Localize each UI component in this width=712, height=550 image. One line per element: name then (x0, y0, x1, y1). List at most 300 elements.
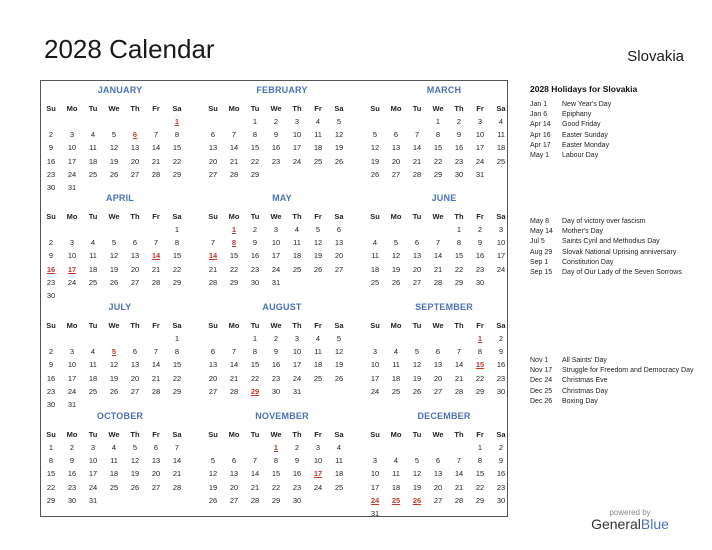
calendar-date: 25 (391, 386, 401, 396)
page-title: 2028 Calendar (44, 34, 215, 64)
calendar-date: 8 (456, 238, 462, 248)
calendar-date: 5 (414, 347, 420, 357)
weekday-header: Th (292, 104, 302, 113)
calendar-date: 10 (67, 251, 77, 261)
calendar-date: 28 (151, 277, 161, 287)
weekday-header: Mo (66, 104, 78, 113)
holiday-date-label: Apr 16 (530, 131, 551, 139)
calendar-date: 20 (151, 469, 161, 479)
calendar-date: 23 (67, 482, 77, 492)
holiday-row (530, 100, 700, 110)
calendar-date: 3 (372, 456, 378, 466)
calendar-date: 11 (392, 469, 400, 479)
holiday-name: Christmas Eve (562, 377, 608, 385)
calendar-date: 8 (435, 130, 441, 140)
calendar-date: 11 (89, 360, 97, 370)
calendar-date: 10 (88, 456, 98, 466)
calendar-date: 16 (292, 469, 302, 479)
country-name: Slovakia (627, 48, 684, 65)
weekday-header: Sa (496, 104, 506, 113)
weekday-header: Mo (228, 430, 240, 439)
calendar-date: 22 (172, 156, 182, 166)
calendar-date: 7 (153, 347, 159, 357)
calendar-date: 3 (294, 334, 300, 343)
calendar-date: 10 (370, 469, 380, 479)
calendar-date: 9 (252, 238, 258, 248)
month-november (207, 411, 357, 517)
weekday-header: We (270, 212, 282, 221)
calendar-date: 30 (475, 277, 485, 287)
calendar-date: 7 (210, 238, 216, 248)
brand-general-text: General (591, 516, 641, 532)
calendar-date: 21 (412, 156, 422, 166)
holiday-date-label: Dec 26 (530, 397, 553, 405)
weekday-header: Fr (152, 321, 160, 330)
calendar-date: 9 (498, 347, 504, 357)
calendar-date: 10 (496, 238, 506, 248)
month-title: FEBRUARY (256, 85, 308, 95)
calendar-date: 26 (412, 386, 422, 396)
calendar-date: 31 (475, 169, 485, 179)
calendar-date: 1 (48, 443, 54, 452)
calendar-date: 24 (496, 264, 506, 274)
holiday-date: 1 (477, 334, 483, 343)
holiday-name: Boxing Day (562, 397, 598, 405)
calendar-date: 27 (208, 386, 218, 396)
calendar-date: 13 (433, 469, 443, 479)
calendar-date: 22 (172, 373, 182, 383)
calendar-date: 1 (174, 334, 180, 343)
weekday-header: Su (370, 430, 380, 439)
generalblue-logo (580, 516, 680, 532)
calendar-date: 7 (414, 130, 420, 140)
calendar-date: 5 (111, 130, 117, 140)
weekday-header: Sa (172, 104, 182, 113)
holiday-date: 1 (231, 225, 237, 234)
calendar-date: 6 (210, 347, 216, 357)
holiday-date-label: Aug 29 (530, 248, 553, 256)
calendar-date: 4 (315, 334, 321, 343)
calendar-date: 28 (454, 386, 464, 396)
calendar-date: 19 (208, 482, 218, 492)
weekday-header: Th (292, 321, 302, 330)
calendar-date: 21 (172, 469, 182, 479)
calendar-date: 14 (229, 360, 239, 370)
month-title: DECEMBER (417, 411, 471, 421)
calendar-date: 25 (88, 277, 98, 287)
calendar-date: 15 (271, 469, 281, 479)
calendar-date: 13 (391, 143, 401, 153)
month-march (369, 85, 519, 191)
weekday-header: Tu (88, 430, 98, 439)
calendar-date: 15 (172, 251, 182, 261)
calendar-date: 14 (229, 143, 239, 153)
calendar-date: 24 (370, 386, 380, 396)
calendar-date: 28 (433, 277, 443, 287)
calendar-date: 3 (90, 443, 96, 452)
calendar-date: 30 (496, 386, 506, 396)
calendar-date: 5 (393, 238, 399, 248)
calendar-date: 6 (435, 347, 441, 357)
holiday-name: Labour Day (562, 152, 599, 160)
calendar-date: 13 (433, 360, 443, 370)
calendar-date: 23 (46, 386, 56, 396)
weekday-header: We (108, 212, 120, 221)
calendar-date: 29 (475, 386, 485, 396)
calendar-date: 14 (250, 469, 260, 479)
holiday-date-label: May 1 (530, 152, 550, 160)
calendar-date: 27 (412, 277, 422, 287)
calendar-date: 20 (433, 373, 443, 383)
calendar-date: 30 (496, 495, 506, 505)
calendar-date: 29 (250, 169, 260, 179)
weekday-header: Th (454, 212, 464, 221)
calendar-date: 6 (414, 238, 420, 248)
calendar-date: 29 (172, 169, 182, 179)
holiday-date: 15 (475, 360, 485, 370)
calendar-grid (40, 80, 508, 517)
month-title: JULY (108, 302, 132, 312)
weekday-header: Sa (172, 430, 182, 439)
holiday-date: 14 (208, 251, 218, 261)
calendar-date: 20 (208, 156, 218, 166)
calendar-date: 18 (391, 482, 401, 492)
calendar-date: 9 (69, 456, 75, 466)
weekday-header: Tu (412, 212, 422, 221)
calendar-date: 10 (370, 360, 380, 370)
calendar-date: 10 (271, 238, 281, 248)
calendar-date: 12 (208, 469, 218, 479)
holiday-row (530, 120, 700, 130)
calendar-date: 11 (89, 251, 97, 261)
calendar-date: 11 (314, 130, 322, 140)
weekday-header: Fr (476, 430, 484, 439)
calendar-date: 7 (252, 456, 258, 466)
month-october (45, 411, 195, 517)
calendar-date: 26 (370, 169, 380, 179)
month-title: MAY (272, 193, 292, 203)
calendar-date: 13 (130, 360, 140, 370)
calendar-date: 29 (172, 277, 182, 287)
calendar-date: 3 (372, 347, 378, 357)
month-december (369, 411, 519, 517)
weekday-header: Tu (412, 430, 422, 439)
calendar-date: 15 (454, 251, 464, 261)
calendar-date: 14 (412, 143, 422, 153)
calendar-date: 12 (109, 251, 119, 261)
holiday-name: Christmas Day (562, 387, 608, 395)
calendar-date: 28 (151, 169, 161, 179)
weekday-header: Tu (412, 104, 422, 113)
weekday-header: Mo (390, 104, 402, 113)
calendar-date: 29 (433, 169, 443, 179)
weekday-header: Mo (228, 212, 240, 221)
calendar-date: 11 (371, 251, 379, 261)
calendar-date: 16 (454, 143, 464, 153)
calendar-date: 22 (475, 482, 485, 492)
calendar-date: 22 (271, 482, 281, 492)
calendar-date: 21 (208, 264, 218, 274)
calendar-date: 28 (229, 386, 239, 396)
holiday-date-label: Jan 1 (530, 101, 548, 108)
calendar-date: 21 (433, 264, 443, 274)
calendar-date: 23 (496, 373, 506, 383)
calendar-date: 28 (454, 495, 464, 505)
calendar-date: 15 (172, 143, 182, 153)
holiday-date: 1 (174, 117, 180, 126)
calendar-date: 4 (90, 347, 96, 357)
holiday-date: 26 (412, 495, 422, 505)
weekday-header: We (108, 430, 120, 439)
calendar-date: 2 (48, 130, 54, 140)
calendar-date: 7 (456, 347, 462, 357)
calendar-date: 15 (172, 360, 182, 370)
calendar-date: 3 (69, 347, 75, 357)
calendar-date: 28 (250, 495, 260, 505)
calendar-date: 2 (273, 334, 279, 343)
weekday-header: Fr (314, 212, 322, 221)
holiday-name: Easter Monday (562, 141, 610, 149)
calendar-date: 11 (293, 238, 301, 248)
calendar-date: 18 (88, 264, 98, 274)
calendar-date: 27 (433, 386, 443, 396)
calendar-date: 10 (292, 347, 302, 357)
calendar-date: 15 (475, 469, 485, 479)
calendar-date: 25 (496, 156, 506, 166)
calendar-date: 28 (229, 169, 239, 179)
calendar-date: 2 (273, 117, 279, 126)
calendar-date: 30 (67, 495, 77, 505)
calendar-date: 27 (229, 495, 239, 505)
holiday-date: 16 (46, 264, 56, 274)
calendar-date: 16 (46, 156, 56, 166)
calendar-date: 29 (229, 277, 239, 287)
calendar-date: 25 (370, 277, 380, 287)
calendar-date: 12 (391, 251, 401, 261)
calendar-date: 29 (475, 495, 485, 505)
calendar-date: 17 (475, 143, 485, 153)
weekday-header: Th (292, 212, 302, 221)
calendar-date: 19 (370, 156, 380, 166)
calendar-date: 21 (229, 156, 239, 166)
weekday-header: Tu (250, 104, 260, 113)
calendar-date: 24 (475, 156, 485, 166)
weekday-header: Tu (250, 430, 260, 439)
calendar-date: 5 (414, 456, 420, 466)
holiday-date-label: Sep 1 (530, 258, 549, 266)
calendar-date: 5 (336, 334, 342, 343)
weekday-header: Su (46, 212, 56, 221)
calendar-date: 9 (498, 456, 504, 466)
weekday-header: Su (46, 104, 56, 113)
weekday-header: Su (370, 321, 380, 330)
calendar-date: 4 (393, 456, 399, 466)
calendar-date: 18 (88, 373, 98, 383)
holiday-row (530, 366, 700, 376)
calendar-date: 21 (250, 482, 260, 492)
weekday-header: Th (130, 212, 140, 221)
calendar-date: 9 (456, 130, 462, 140)
weekday-header: Fr (476, 212, 484, 221)
calendar-date: 25 (109, 482, 119, 492)
month-august (207, 302, 357, 408)
weekday-header: Sa (334, 321, 344, 330)
calendar-date: 4 (90, 238, 96, 248)
calendar-date: 5 (210, 456, 216, 466)
calendar-date: 9 (48, 251, 54, 261)
calendar-date: 27 (208, 169, 218, 179)
weekday-header: Th (130, 104, 140, 113)
calendar-date: 26 (334, 156, 344, 166)
calendar-date: 26 (109, 277, 119, 287)
calendar-date: 29 (271, 495, 281, 505)
holiday-name: Constitution Day (562, 258, 614, 266)
calendar-date: 3 (294, 117, 300, 126)
calendar-date: 17 (88, 469, 98, 479)
calendar-date: 23 (496, 482, 506, 492)
calendar-date: 30 (292, 495, 302, 505)
calendar-date: 2 (294, 443, 300, 452)
holiday-row (530, 258, 700, 268)
calendar-date: 4 (111, 443, 117, 452)
calendar-date: 1 (252, 117, 258, 126)
calendar-date: 20 (130, 373, 140, 383)
calendar-date: 22 (229, 264, 239, 274)
calendar-date: 12 (334, 130, 344, 140)
calendar-date: 26 (130, 482, 140, 492)
calendar-date: 24 (292, 373, 302, 383)
calendar-date: 3 (69, 238, 75, 248)
calendar-date: 25 (313, 156, 323, 166)
holiday-date: 14 (151, 251, 161, 261)
weekday-header: Th (454, 321, 464, 330)
calendar-date: 22 (172, 264, 182, 274)
weekday-header: Su (208, 321, 218, 330)
weekday-header: Mo (390, 212, 402, 221)
holiday-group (530, 356, 700, 407)
calendar-date: 27 (151, 482, 161, 492)
calendar-date: 2 (498, 334, 504, 343)
holiday-row (530, 131, 700, 141)
calendar-date: 26 (391, 277, 401, 287)
calendar-date: 4 (372, 238, 378, 248)
calendar-date: 26 (109, 169, 119, 179)
calendar-date: 8 (477, 456, 483, 466)
calendar-date: 8 (174, 238, 180, 248)
holiday-date-label: May 8 (530, 218, 550, 225)
calendar-date: 4 (315, 117, 321, 126)
holiday-row (530, 268, 700, 278)
weekday-header: Sa (496, 212, 506, 221)
calendar-date: 16 (496, 469, 506, 479)
calendar-date: 17 (292, 143, 302, 153)
calendar-date: 18 (334, 469, 344, 479)
holiday-name: Epiphany (562, 111, 592, 119)
holiday-name: All Saints' Day (562, 357, 607, 364)
month-june (369, 193, 519, 299)
weekday-header: Sa (496, 430, 506, 439)
holiday-date-label: Nov 17 (530, 367, 553, 375)
calendar-date: 12 (109, 143, 119, 153)
calendar-date: 30 (454, 169, 464, 179)
calendar-date: 12 (412, 360, 422, 370)
weekday-header: Su (46, 321, 56, 330)
holiday-date-label: May 14 (530, 228, 553, 236)
calendar-date: 6 (132, 347, 138, 357)
holiday-name: Good Friday (562, 121, 601, 129)
calendar-date: 29 (46, 495, 56, 505)
calendar-date: 23 (271, 373, 281, 383)
calendar-date: 17 (67, 156, 77, 166)
weekday-header: Mo (228, 104, 240, 113)
calendar-date: 6 (393, 130, 399, 140)
calendar-date: 31 (292, 386, 302, 396)
calendar-date: 31 (88, 495, 98, 505)
calendar-date: 18 (370, 264, 380, 274)
holiday-row (530, 141, 700, 151)
holiday-row (530, 387, 700, 397)
weekday-header: Th (292, 430, 302, 439)
calendar-date: 9 (48, 360, 54, 370)
calendar-date: 16 (496, 360, 506, 370)
weekday-header: Fr (152, 430, 160, 439)
weekday-header: Fr (314, 104, 322, 113)
calendar-date: 5 (315, 225, 321, 234)
calendar-date: 24 (67, 169, 77, 179)
calendar-date: 29 (454, 277, 464, 287)
calendar-date: 19 (109, 373, 119, 383)
calendar-date: 4 (393, 347, 399, 357)
weekday-header: We (270, 104, 282, 113)
calendar-date: 27 (433, 495, 443, 505)
calendar-date: 6 (231, 456, 237, 466)
weekday-header: We (270, 321, 282, 330)
weekday-header: We (432, 212, 444, 221)
calendar-date: 17 (292, 360, 302, 370)
holiday-date: 5 (111, 347, 117, 357)
calendar-date: 20 (433, 482, 443, 492)
holiday-name: Day of Our Lady of the Seven Sorrows (562, 269, 682, 277)
weekday-header: Th (130, 430, 140, 439)
holiday-name: Saints Cyril and Methodius Day (562, 238, 660, 246)
calendar-date: 25 (88, 169, 98, 179)
weekday-header: Sa (334, 430, 344, 439)
calendar-date: 16 (475, 251, 485, 261)
holiday-date-label: Apr 14 (530, 121, 551, 129)
calendar-date: 30 (46, 183, 56, 192)
holiday-name: Day of victory over fascism (562, 218, 646, 225)
calendar-date: 19 (391, 264, 401, 274)
calendar-date: 11 (314, 347, 322, 357)
weekday-header: We (270, 430, 282, 439)
calendar-date: 22 (250, 156, 260, 166)
calendar-date: 6 (153, 443, 159, 452)
calendar-date: 26 (208, 495, 218, 505)
weekday-header: Mo (390, 430, 402, 439)
calendar-date: 7 (435, 238, 441, 248)
calendar-date: 15 (46, 469, 56, 479)
month-title: MARCH (426, 85, 462, 95)
month-title: APRIL (106, 193, 134, 203)
month-january (45, 85, 195, 191)
calendar-date: 8 (252, 347, 258, 357)
calendar-date: 18 (313, 143, 323, 153)
calendar-date: 18 (88, 156, 98, 166)
calendar-date: 16 (250, 251, 260, 261)
calendar-date: 31 (370, 509, 380, 518)
month-february (207, 85, 357, 191)
holiday-name: New Year's Day (562, 101, 612, 108)
